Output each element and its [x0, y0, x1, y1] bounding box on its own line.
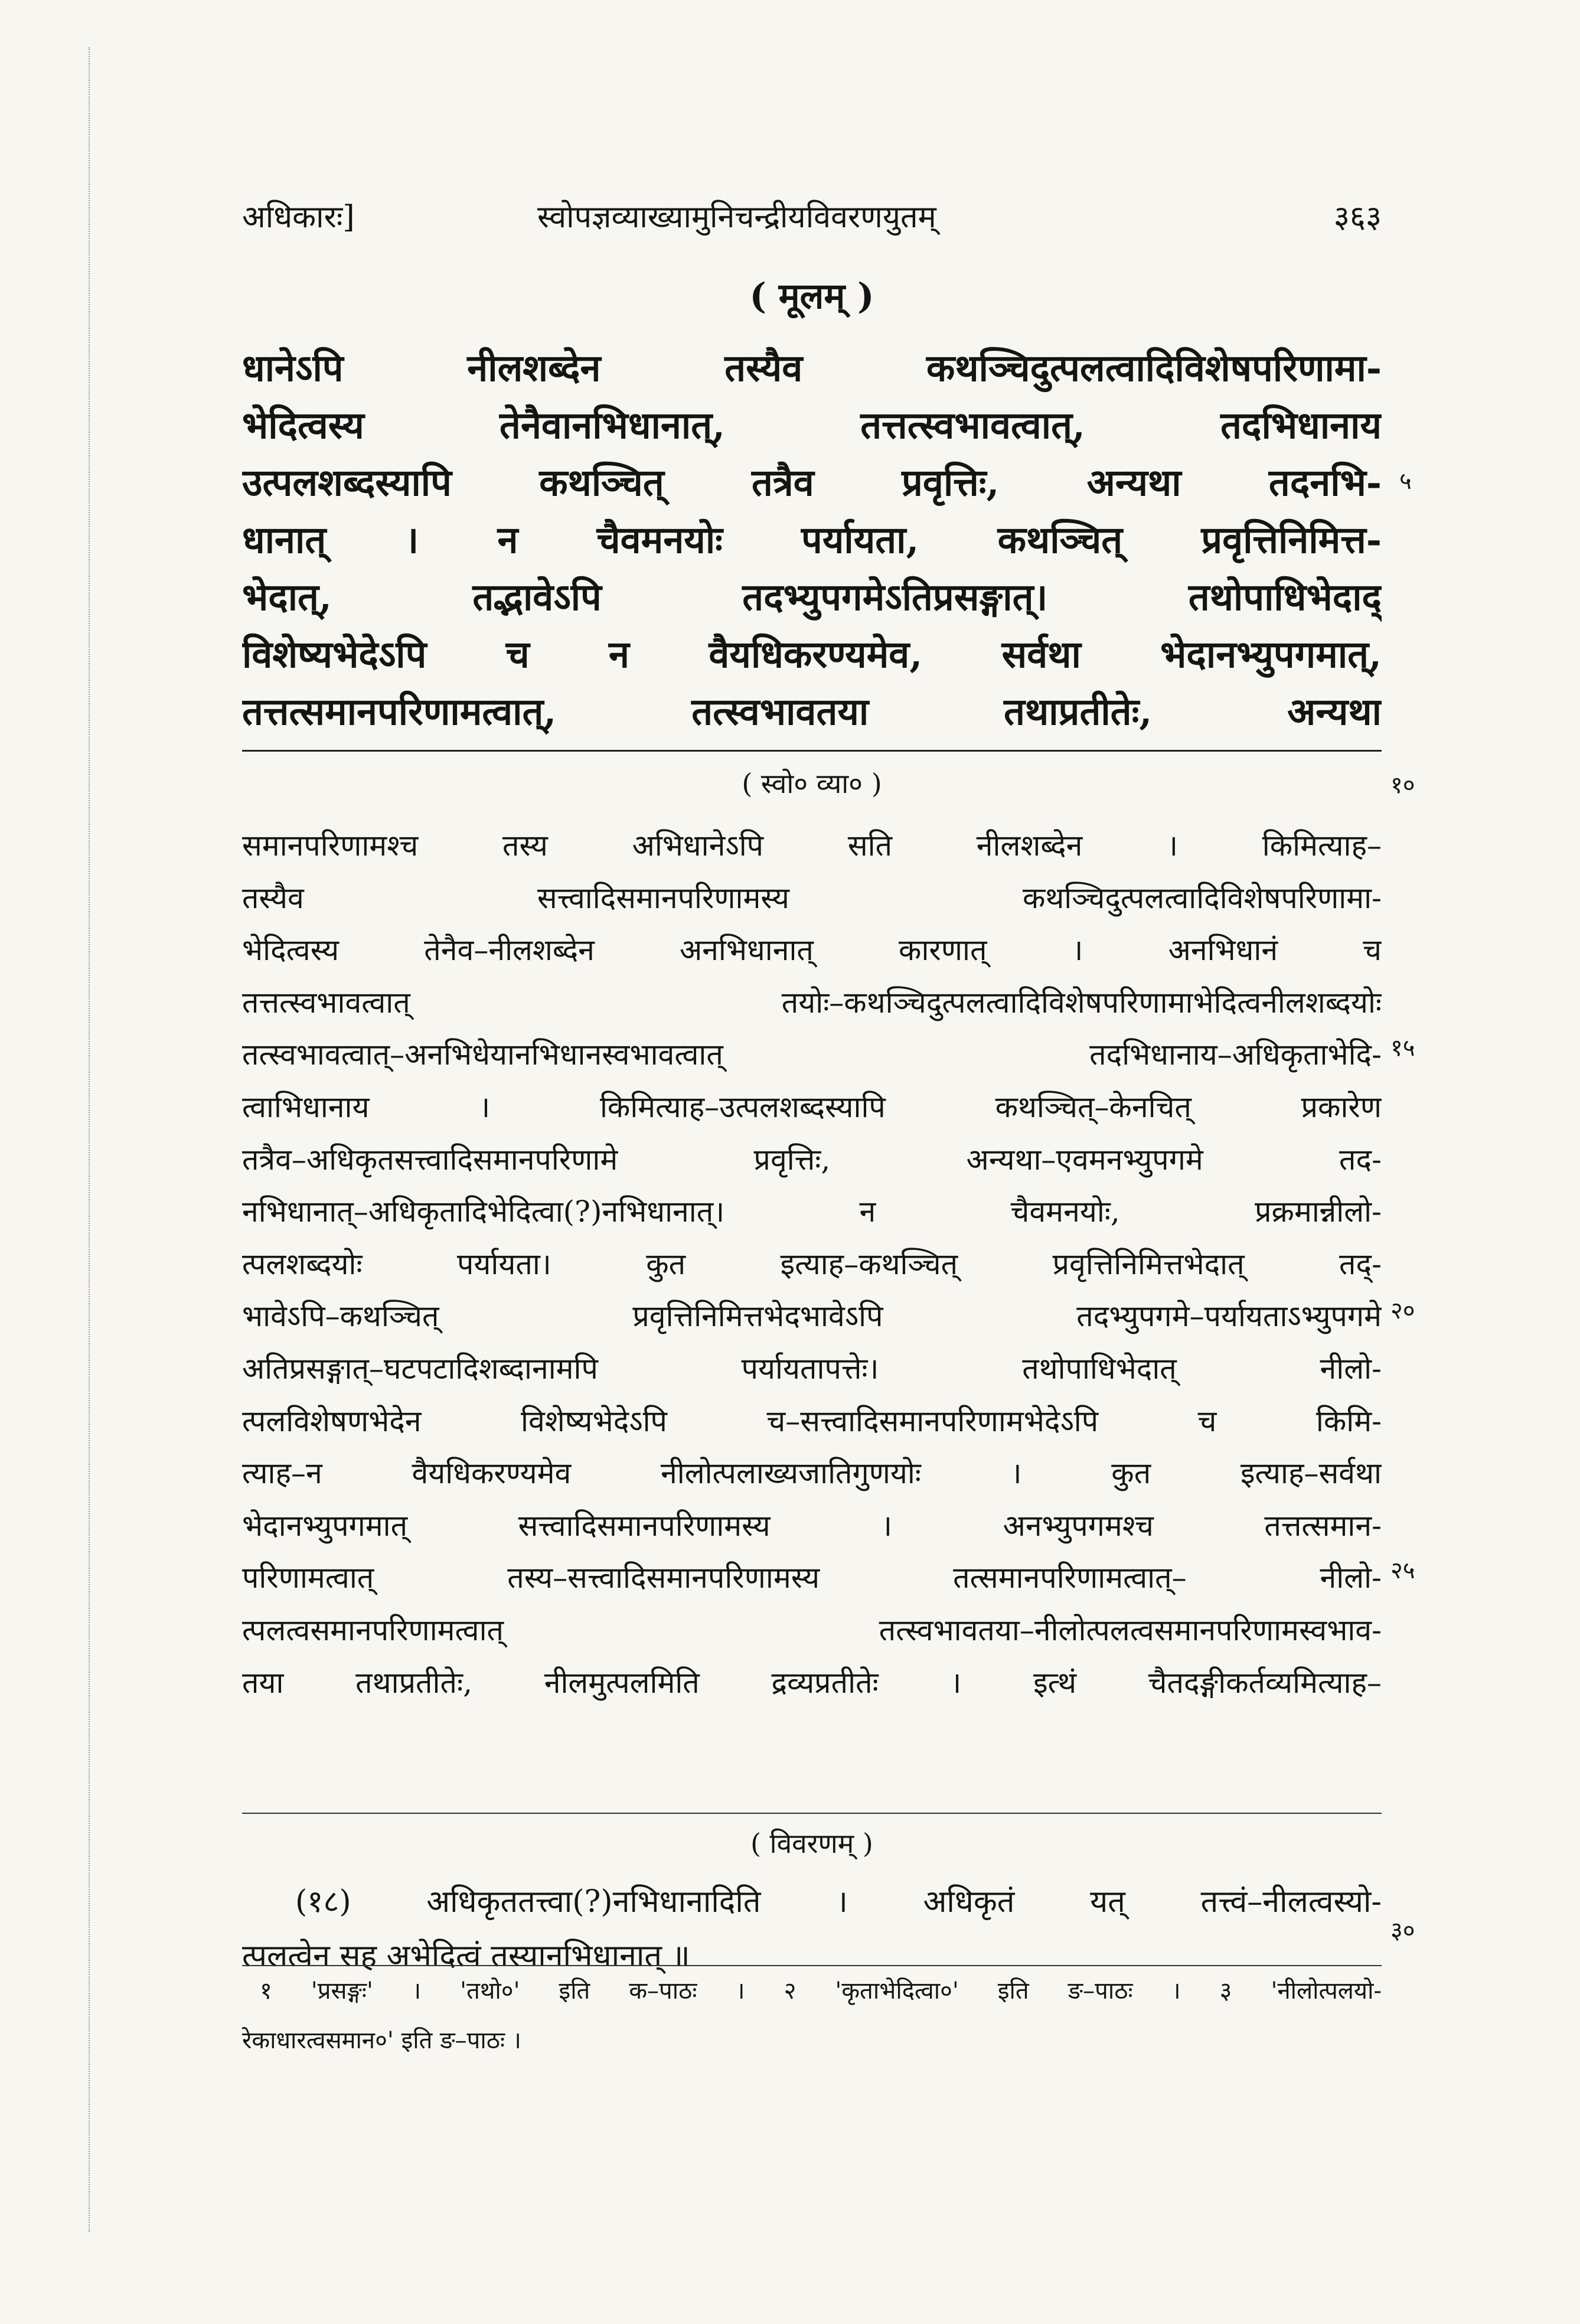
vyakhya-line: भावेऽपि–कथञ्चित् प्रवृत्तिनिमित्तभेदभावेऽपि तदभ्युपगमे–पर्यायताऽभ्युपगमे [242, 1299, 1382, 1334]
vyakhya-line: तत्रैव–अधिकृतसत्त्वादिसमानपरिणामे प्रवृत्तिः, अन्यथा–एवमनभ्युपगमे तद- [242, 1142, 1382, 1177]
vyakhya-line: समानपरिणामश्च तस्य अभिधानेऽपि सति नीलशब्देन । किमित्याह– [242, 828, 1382, 863]
running-title: स्वोपज्ञव्याख्यामुनिचन्द्रीयविवरणयुतम् [537, 200, 936, 235]
vyakhya-line: त्याह–न वैयधिकरण्यमेव नीलोत्पलाख्यजातिगुणयोः । कुत इत्याह–सर्वथा [242, 1456, 1382, 1491]
running-header [242, 195, 1382, 248]
vyakhya-text-block [242, 820, 1382, 1709]
margin-line-number: ५ [1399, 468, 1412, 495]
vyakhya-line: तस्यैव सत्त्वादिसमानपरिणामस्य कथञ्चिदुत्पलत्वादिविशेषपरिणामा- [242, 880, 1382, 915]
mool-line: उत्पलशब्दस्यापि कथञ्चित् तत्रैव प्रवृत्तिः, अन्यथा तदनभि- [242, 461, 1382, 504]
vyakhya-line: नभिधानात्–अधिकृतादिभेदित्वा(?)नभिधानात्। न चैवमनयोः, प्रक्रमान्नीलो- [242, 1194, 1382, 1229]
section-divider [242, 1813, 1382, 1814]
footnotes-block [242, 1966, 1382, 2065]
mool-text-block [242, 340, 1382, 740]
mool-line: धानेऽपि नीलशब्देन तस्यैव कथञ्चिदुत्पलत्वादिविशेषपरिणामा- [242, 346, 1382, 390]
mool-line: भेदात्, तद्भावेऽपि तदभ्युपगमेऽतिप्रसङ्गात्। तथोपाधिभेदाद् [242, 575, 1382, 619]
vyakhya-line: भेदित्वस्य तेनैव–नीलशब्देन अनभिधानात् कारणात् । अनभिधानं च [242, 933, 1382, 968]
margin-line-number: ३० [1390, 1917, 1415, 1944]
section-divider [242, 750, 1382, 752]
vyakhya-line: तत्तत्स्वभावत्वात् तयोः–कथञ्चिदुत्पलत्वादिविशेषपरिणामाभेदित्वनीलशब्दयोः [242, 985, 1382, 1020]
vivaran-section-label: ( विवरणम् ) [750, 1827, 873, 1859]
margin-line-number: १० [1390, 772, 1415, 799]
vyakhya-line: त्पलत्वसमानपरिणामत्वात् तत्स्वभावतया–नीलोत्पलत्वसमानपरिणामस्वभाव- [242, 1613, 1382, 1647]
margin-line-number: २५ [1390, 1557, 1415, 1584]
vyakhya-line: अतिप्रसङ्गात्–घटपटादिशब्दानामपि पर्यायतापत्तेः। तथोपाधिभेदात् नीलो- [242, 1351, 1382, 1386]
vivaran-line: (१८) अधिकृततत्त्वा(?)नभिधानादिति । अधिकृतं यत् तत्त्वं–नीलत्वस्यो- [295, 1884, 1382, 1920]
vyakhya-line: परिणामत्वात् तस्य–सत्त्वादिसमानपरिणामस्य तत्समानपरिणामत्वात्– नीलो- [242, 1561, 1382, 1595]
mool-line: धानात् । न चैवमनयोः पर्यायता, कथञ्चित् प्रवृत्तिनिमित्त- [242, 518, 1382, 562]
vyakhya-line: त्वाभिधानाय । किमित्याह–उत्पलशब्दस्यापि कथञ्चित्–केनचित् प्रकारेण [242, 1089, 1382, 1124]
vyakhya-line: त्पलविशेषणभेदेन विशेष्यभेदेऽपि च–सत्त्वादिसमानपरिणामभेदेऽपि च किमि- [242, 1403, 1382, 1438]
mool-line: विशेष्यभेदेऽपि च न वैयधिकरण्यमेव, सर्वथा भेदानभ्युपगमात्, [242, 632, 1382, 676]
footnote-line: १ 'प्रसङ्गः' । 'तथो०' इति क–पाठः । २ 'कृताभेदित्वा०' इति ङ–पाठः । ३ 'नीलोत्पलयो- [260, 1977, 1382, 2005]
margin-line-number: २० [1390, 1297, 1415, 1324]
vyakhya-line: तया तथाप्रतीतेः, नीलमुत्पलमिति द्रव्यप्रतीतेः । इत्थं चैतदङ्गीकर्तव्यमित्याह– [242, 1665, 1382, 1700]
mool-section-label: ( मूलम् ) [749, 276, 874, 317]
footnote-line: रेकाधारत्वसमान०' इति ङ–पाठः । [242, 2027, 521, 2054]
vyakhya-line: तत्स्वभावत्वात्–अनभिधेयानभिधानस्वभावत्वात् तदभिधानाय–अधिकृताभेदि- [242, 1037, 1382, 1072]
page-number: ३६३ [1333, 200, 1382, 235]
vivaran-line: त्पलत्वेन सह अभेदित्वं तस्यानभिधानात् ॥ [242, 1938, 690, 1974]
vyakhya-line: त्पलशब्दयोः पर्यायता। कुत इत्याह–कथञ्चित् प्रवृत्तिनिमित्तभेदात् तद्- [242, 1246, 1382, 1281]
mool-line: तत्तत्समानपरिणामत्वात्, तत्स्वभावतया तथाप्रतीतेः, अन्यथा [242, 690, 1382, 733]
vyakhya-section-label: ( स्वो० व्या० ) [742, 768, 882, 799]
vyakhya-line: भेदानभ्युपगमात् सत्त्वादिसमानपरिणामस्य । अनभ्युपगमश्च तत्तत्समान- [242, 1508, 1382, 1543]
margin-line-number: १५ [1390, 1034, 1415, 1062]
chapter-label: अधिकारः] [242, 200, 355, 235]
page-edge-shadow [89, 47, 90, 2232]
mool-line: भेदित्वस्य तेनैवानभिधानात्, तत्तत्स्वभावत्वात्, तदभिधानाय [242, 403, 1382, 447]
